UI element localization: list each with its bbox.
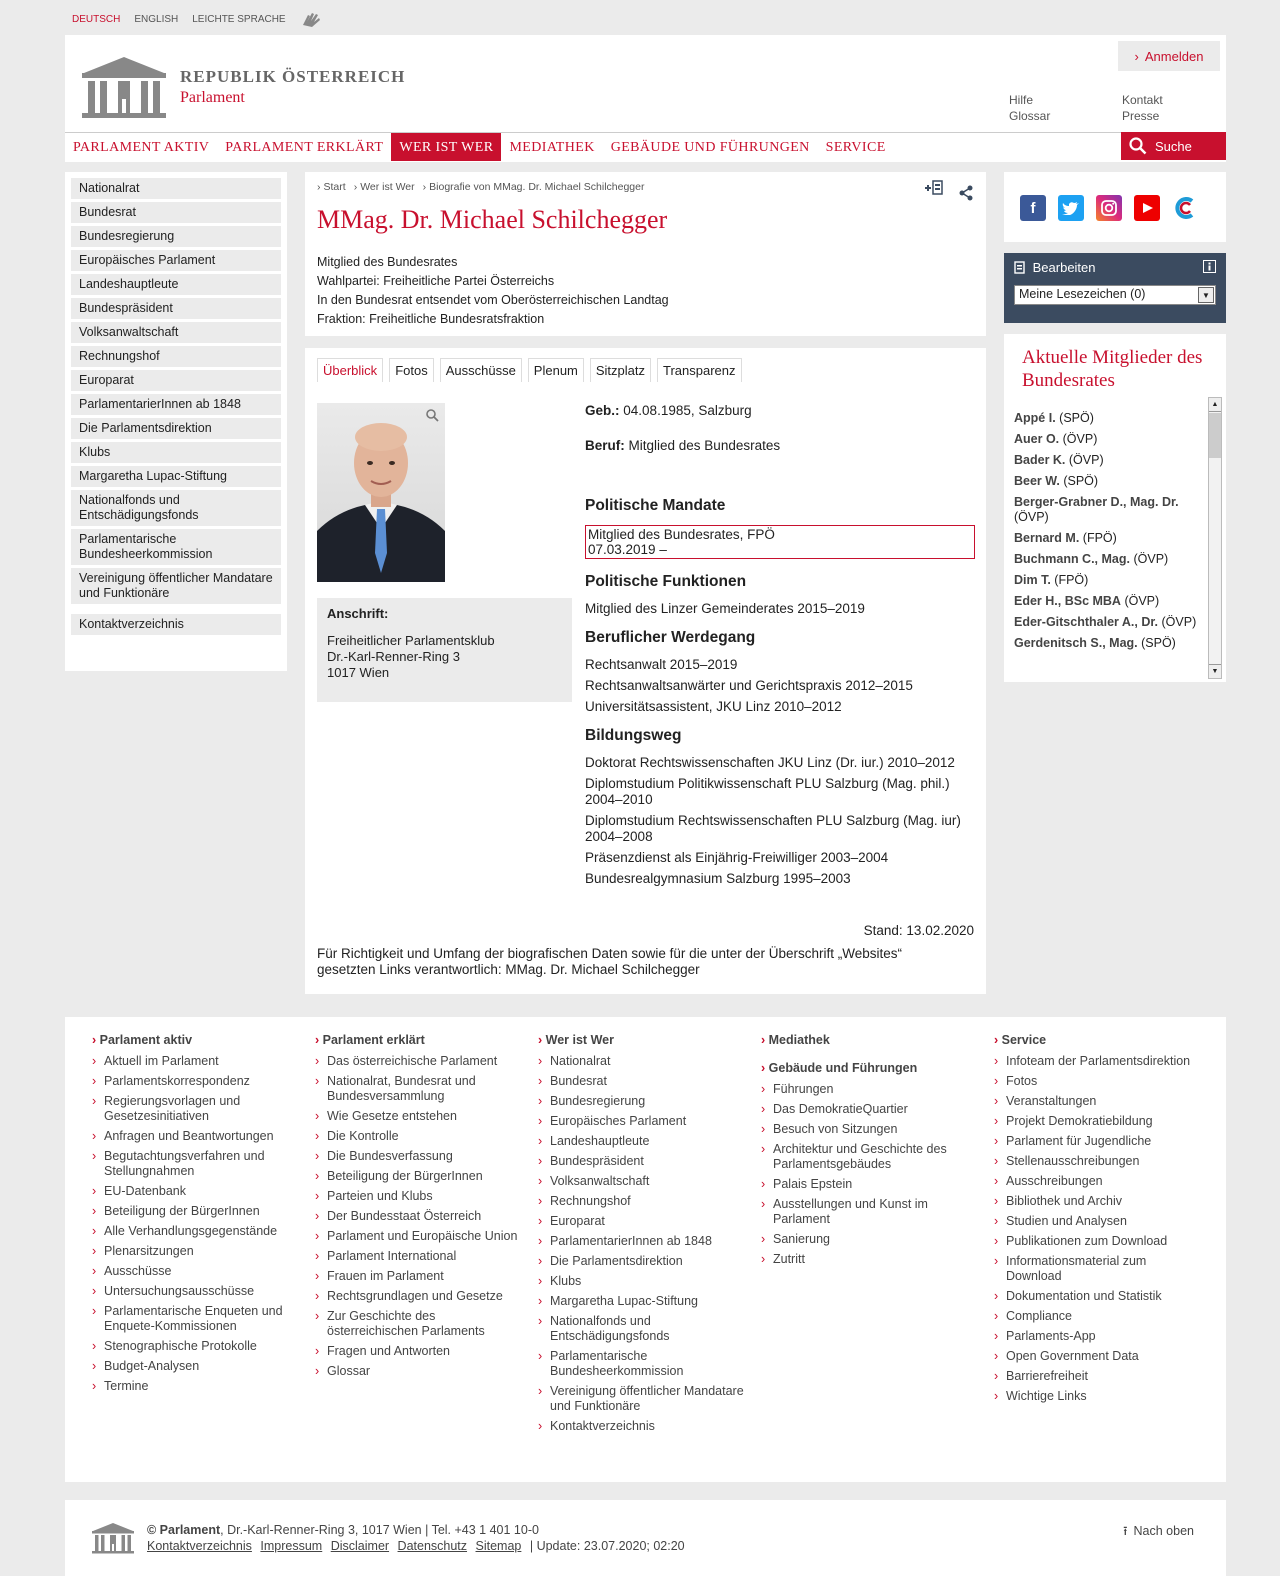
nav-parlament-aktiv[interactable]: PARLAMENT AKTIV — [73, 140, 210, 155]
sitemap-link[interactable]: › Sanierung — [761, 1232, 971, 1247]
sidebar-item-bundespraesident[interactable]: Bundespräsident — [71, 298, 281, 319]
sidebar-item-bundesrat[interactable]: Bundesrat — [71, 202, 281, 223]
footer-link-datenschutz[interactable]: Datenschutz — [397, 1539, 468, 1553]
youtube-icon[interactable] — [1134, 195, 1160, 221]
career-heading: Beruflicher Werdegang — [585, 629, 756, 646]
sitemap-link[interactable]: › Landeshauptleute — [538, 1134, 748, 1149]
breadcrumb — [317, 181, 974, 193]
sidebar-item-bundesheerkommission[interactable]: Parlamentarische Bundesheerkommission — [71, 529, 281, 565]
sitemap-heading[interactable]: › Wer ist Wer — [538, 1033, 748, 1047]
sitemap-heading[interactable]: › Mediathek — [761, 1033, 971, 1047]
address-line: Dr.-Karl-Renner-Ring 3 — [327, 649, 460, 664]
search-icon — [1129, 137, 1147, 155]
sitemap-link[interactable]: › Fotos — [994, 1074, 1204, 1089]
sitemap-link[interactable]: › Glossar — [315, 1364, 525, 1379]
sitemap-link[interactable]: › Publikationen zum Download — [994, 1234, 1204, 1249]
sitemap-link[interactable]: › Nationalrat, Bundesrat und Bundesversammlung — [315, 1074, 525, 1104]
sitemap-heading[interactable]: › Parlament aktiv — [92, 1033, 302, 1047]
sitemap-link[interactable]: › Parlamentarische Enqueten und Enquete-Kommissionen — [92, 1304, 302, 1334]
sitemap-link[interactable]: › Parteien und Klubs — [315, 1189, 525, 1204]
sitemap-link[interactable]: › Termine — [92, 1379, 302, 1394]
sitemap-heading[interactable]: › Service — [994, 1033, 1204, 1047]
sidebar-item-lupac-stiftung[interactable]: Margaretha Lupac-Stiftung — [71, 466, 281, 487]
career-item: Rechtsanwaltsanwärter und Gerichtspraxis 2012–2015 — [585, 678, 913, 693]
sitemap-link[interactable]: › Beteiligung der BürgerInnen — [315, 1169, 525, 1184]
logo-line1: REPUBLIK ÖSTERREICH — [180, 67, 406, 86]
sitemap-link[interactable]: › Das DemokratieQuartier — [761, 1102, 971, 1117]
sitemap-link[interactable]: › Parlament für Jugendliche — [994, 1134, 1204, 1149]
sitemap-link[interactable]: › Frauen im Parlament — [315, 1269, 525, 1284]
chevron-right-icon: › — [1134, 48, 1139, 64]
left-sidebar — [65, 172, 287, 671]
sitemap-link[interactable]: › Volksanwaltschaft — [538, 1174, 748, 1189]
sitemap-heading[interactable]: › Parlament erklärt — [315, 1033, 525, 1047]
sitemap-link[interactable]: › EU-Datenbank — [92, 1184, 302, 1199]
sitemap-link[interactable]: › Kontaktverzeichnis — [538, 1419, 748, 1434]
sitemap-link[interactable]: › ParlamentarierInnen ab 1848 — [538, 1234, 748, 1249]
sitemap-link[interactable]: › Nationalrat — [538, 1054, 748, 1069]
main-nav — [65, 132, 1226, 160]
member-item[interactable]: Bader K. (ÖVP) — [1014, 453, 1104, 467]
footer-link-disclaimer[interactable]: Disclaimer — [330, 1539, 390, 1553]
sitemap-link[interactable]: › Europäisches Parlament — [538, 1114, 748, 1129]
sidebar-item-landeshauptleute[interactable]: Landeshauptleute — [71, 274, 281, 295]
help-link[interactable]: Hilfe — [1009, 93, 1034, 107]
summary-line: Fraktion: Freiheitliche Bundesratsfraktion — [317, 312, 545, 326]
summary-line: Wahlpartei: Freiheitliche Partei Österreichs — [317, 274, 555, 288]
members-title: Aktuelle Mitglieder des Bundesrates — [1022, 347, 1203, 391]
lang-english[interactable]: ENGLISH — [134, 14, 179, 25]
press-link[interactable]: Presse — [1122, 109, 1160, 123]
nav-parlament-erklaert[interactable]: PARLAMENT ERKLÄRT — [225, 140, 384, 155]
disclaimer-text: Für Richtigkeit und Umfang der biografischen Daten sowie für die unter der Überschrift „Websites“ gesetzten Links verantwortlich: MMag. Dr. Michael Schilchegger — [317, 946, 903, 977]
sitemap-link[interactable]: › Wichtige Links — [994, 1389, 1204, 1404]
nav-gebaeude[interactable]: GEBÄUDE UND FÜHRUNGEN — [610, 140, 810, 155]
mandates-heading: Politische Mandate — [585, 497, 726, 514]
sitemap-link[interactable]: › Aktuell im Parlament — [92, 1054, 302, 1069]
footer-address: , Dr.-Karl-Renner-Ring 3, 1017 Wien | Tel. +43 1 401 10-0 — [220, 1523, 539, 1537]
members-list — [1014, 411, 1209, 657]
birth-row: Geb.: 04.08.1985, Salzburg — [585, 403, 752, 418]
profile-header — [305, 172, 986, 336]
footer-text — [147, 1522, 685, 1554]
breadcrumb-current: › Biografie von MMag. Dr. Michael Schilchegger — [423, 181, 645, 193]
sitemap-link[interactable]: › Projekt Demokratiebildung — [994, 1114, 1204, 1129]
education-item: Diplomstudium Politikwissenschaft PLU Salzburg (Mag. phil.) 2004–2010 — [585, 776, 950, 807]
lang-leichte-sprache[interactable]: LEICHTE SPRACHE — [192, 14, 286, 25]
sitemap-column — [92, 1033, 302, 1399]
member-item[interactable]: Berger-Grabner D., Mag. Dr. (ÖVP) — [1014, 495, 1179, 524]
sitemap-link[interactable]: › Bundesrat — [538, 1074, 748, 1089]
education-item: Bundesrealgymnasium Salzburg 1995–2003 — [585, 871, 851, 886]
education-item: Präsenzdienst als Einjährig-Freiwilliger 2003–2004 — [585, 850, 889, 865]
birth-value: 04.08.1985, Salzburg — [623, 403, 752, 418]
footer-bar — [65, 1500, 1226, 1576]
sitemap-link[interactable]: › Das österreichische Parlament — [315, 1054, 525, 1069]
career-item: Universitätsassistent, JKU Linz 2010–2012 — [585, 699, 842, 714]
edit-panel-title: Bearbeiten — [1032, 260, 1096, 275]
sidebar-item-klubs[interactable]: Klubs — [71, 442, 281, 463]
sitemap-link[interactable]: › Begutachtungsverfahren und Stellungnahmen — [92, 1149, 302, 1179]
biography-details — [585, 403, 975, 892]
bookmark-icon — [1014, 261, 1025, 274]
summary-line: In den Bundesrat entsendet vom Oberösterreichischen Landtag — [317, 293, 669, 307]
sitemap-link[interactable]: › Bundesregierung — [538, 1094, 748, 1109]
member-item[interactable]: Appé I. (SPÖ) — [1014, 411, 1094, 425]
function-item: Mitglied des Linzer Gemeinderates 2015–2019 — [585, 601, 865, 616]
address-line: Freiheitlicher Parlamentsklub — [327, 633, 495, 648]
sitemap-link[interactable]: › Regierungsvorlagen und Gesetzesinitiativen — [92, 1094, 302, 1124]
sitemap-link[interactable]: › Besuch von Sitzungen — [761, 1122, 971, 1137]
sitemap-link[interactable]: › Führungen — [761, 1082, 971, 1097]
edit-panel — [1004, 253, 1226, 323]
sidebar-item-kontaktverzeichnis[interactable]: Kontaktverzeichnis — [71, 614, 281, 635]
scroll-up-icon[interactable]: ▲ — [1209, 398, 1221, 412]
sitemap-link[interactable]: › Bundespräsident — [538, 1154, 748, 1169]
sitemap-link[interactable]: › Parlament International — [315, 1249, 525, 1264]
summary-line: Mitglied des Bundesrates — [317, 255, 458, 269]
tab-ueberblick[interactable]: Überblick — [317, 358, 383, 382]
member-item[interactable]: Bernard M. (FPÖ) — [1014, 531, 1117, 545]
education-item: Diplomstudium Rechtswissenschaften PLU Salzburg (Mag. iur) 2004–2008 — [585, 813, 961, 844]
sidebar-item-europarat[interactable]: Europarat — [71, 370, 281, 391]
footer-link-impressum[interactable]: Impressum — [260, 1539, 323, 1553]
education-heading: Bildungsweg — [585, 727, 682, 744]
sitemap-link[interactable]: › Ausschüsse — [92, 1264, 302, 1279]
sitemap-link[interactable]: › Dokumentation und Statistik — [994, 1289, 1204, 1304]
nav-service[interactable]: SERVICE — [825, 140, 886, 155]
tab-fotos[interactable]: Fotos — [389, 358, 434, 382]
footer-sitemap — [65, 1017, 1226, 1482]
facebook-icon[interactable]: f — [1020, 195, 1046, 221]
sitemap-link[interactable]: › Die Bundesverfassung — [315, 1149, 525, 1164]
member-item[interactable]: Dim T. (FPÖ) — [1014, 573, 1089, 587]
sitemap-link[interactable]: › Compliance — [994, 1309, 1204, 1324]
sitemap-link[interactable]: › Anfragen und Beantwortungen — [92, 1129, 302, 1144]
members-panel — [1004, 334, 1226, 682]
mandate-entry[interactable]: Mitglied des Bundesrates, FPÖ 07.03.2019 – — [585, 525, 975, 559]
sitemap-link[interactable]: › Infoteam der Parlamentsdirektion — [994, 1054, 1204, 1069]
career-item: Rechtsanwalt 2015–2019 — [585, 657, 738, 672]
member-item[interactable]: Beer W. (SPÖ) — [1014, 474, 1099, 488]
sitemap-link[interactable]: › Klubs — [538, 1274, 748, 1289]
sitemap-link[interactable]: › Parlamentskorrespondenz — [92, 1074, 302, 1089]
sitemap-link[interactable]: › Der Bundesstaat Österreich — [315, 1209, 525, 1224]
sitemap-link[interactable]: › Ausstellungen und Kunst im Parlament — [761, 1197, 971, 1227]
scroll-down-icon[interactable]: ▼ — [1209, 664, 1221, 678]
sitemap-link[interactable]: › Plenarsitzungen — [92, 1244, 302, 1259]
sitemap-heading[interactable]: › Gebäude und Führungen — [761, 1061, 971, 1075]
back-to-top-link[interactable]: ⭱ Nach oben — [1123, 1524, 1194, 1538]
sitemap-link[interactable]: › Zutritt — [761, 1252, 971, 1267]
site-header — [65, 35, 1226, 162]
language-bar — [72, 14, 322, 30]
address-label: Anschrift: — [327, 606, 389, 621]
breadcrumb-start[interactable]: › Start — [317, 181, 346, 193]
instagram-icon[interactable] — [1096, 195, 1122, 221]
sitemap-link[interactable]: › Palais Epstein — [761, 1177, 971, 1192]
sitemap-link[interactable]: › Zur Geschichte des österreichischen Parlaments — [315, 1309, 525, 1339]
sitemap-link[interactable]: › Open Government Data — [994, 1349, 1204, 1364]
chevron-down-icon: ▼ — [1198, 287, 1214, 303]
sitemap-link[interactable]: › Budget-Analysen — [92, 1359, 302, 1374]
site-logo[interactable] — [80, 55, 405, 119]
sitemap-link[interactable]: › Parlaments-App — [994, 1329, 1204, 1344]
nav-wer-ist-wer[interactable]: WER IST WER — [391, 133, 501, 161]
sitemap-link[interactable]: › Architektur und Geschichte des Parlamentsgebäudes — [761, 1142, 971, 1172]
profile-body — [305, 348, 986, 994]
contact-link[interactable]: Kontakt — [1122, 93, 1163, 107]
utility-links — [1009, 93, 1232, 123]
sitemap-column — [315, 1033, 525, 1384]
footer-link-sitemap[interactable]: Sitemap — [475, 1539, 522, 1553]
sitemap-link[interactable]: › Wie Gesetze entstehen — [315, 1109, 525, 1124]
sitemap-link[interactable]: › Nationalfonds und Entschädigungsfonds — [538, 1314, 748, 1344]
arrow-up-icon: ⭱ — [1123, 1524, 1128, 1538]
sitemap-link[interactable]: › Vereinigung öffentlicher Mandatare und Funktionäre — [538, 1384, 748, 1414]
footer-link-kontakt[interactable]: Kontaktverzeichnis — [147, 1539, 252, 1553]
nav-mediathek[interactable]: MEDIATHEK — [509, 140, 595, 155]
sitemap-link[interactable]: › Parlamentarische Bundesheerkommission — [538, 1349, 748, 1379]
login-button[interactable]: › Anmelden — [1118, 41, 1220, 71]
job-row: Beruf: Mitglied des Bundesrates — [585, 438, 781, 453]
sitemap-link[interactable]: › Parlament und Europäische Union — [315, 1229, 525, 1244]
sitemap-link[interactable]: › Veranstaltungen — [994, 1094, 1204, 1109]
bookmarks-select[interactable]: Meine Lesezeichen (0) ▼ — [1014, 285, 1216, 305]
members-scrollbar[interactable] — [1208, 397, 1222, 679]
sidebar-item-vereinigung[interactable]: Vereinigung öffentlicher Mandatare und Funktionäre — [71, 568, 281, 604]
tab-transparenz[interactable]: Transparenz — [657, 358, 742, 382]
social-links — [1004, 172, 1226, 242]
sitemap-link[interactable]: › Die Parlamentsdirektion — [538, 1254, 748, 1269]
sitemap-link[interactable]: › Stenographische Protokolle — [92, 1339, 302, 1354]
last-updated: Stand: 13.02.2020 — [863, 923, 974, 938]
parliament-logo-icon — [80, 55, 168, 119]
tab-ausschuesse[interactable]: Ausschüsse — [440, 358, 522, 382]
job-value: Mitglied des Bundesrates — [628, 438, 781, 453]
address-box — [317, 598, 572, 702]
zoom-icon[interactable] — [425, 408, 439, 422]
sitemap-link[interactable]: › Informationsmaterial zum Download — [994, 1254, 1204, 1284]
sidebar-item-bundesregierung[interactable]: Bundesregierung — [71, 226, 281, 247]
sitemap-column — [538, 1033, 748, 1439]
portrait-photo[interactable] — [317, 403, 445, 582]
member-item[interactable]: Eder H., BSc MBA (ÖVP) — [1014, 594, 1160, 608]
sitemap-link[interactable]: › Ausschreibungen — [994, 1174, 1204, 1189]
parliament-logo-icon[interactable] — [91, 1522, 135, 1554]
tab-plenum[interactable]: Plenum — [528, 358, 584, 382]
profile-summary — [317, 253, 974, 329]
sitemap-link[interactable]: › Stellenausschreibungen — [994, 1154, 1204, 1169]
sitemap-link[interactable]: › Bibliothek und Archiv — [994, 1194, 1204, 1209]
sitemap-link[interactable]: › Beteiligung der BürgerInnen — [92, 1204, 302, 1219]
sitemap-link[interactable]: › Barrierefreiheit — [994, 1369, 1204, 1384]
member-item[interactable]: Auer O. (ÖVP) — [1014, 432, 1098, 446]
profile-tabs — [317, 358, 742, 382]
search-button[interactable]: Suche — [1121, 132, 1226, 160]
footer-update: | Update: 23.07.2020; 02:20 — [529, 1539, 685, 1553]
logo-line2: Parlament — [180, 89, 245, 106]
sitemap-column — [761, 1033, 971, 1272]
demokratiewebstatt-icon[interactable] — [1172, 195, 1198, 221]
sidebar-item-eu-parlament[interactable]: Europäisches Parlament — [71, 250, 281, 271]
sitemap-link[interactable]: › Rechnungshof — [538, 1194, 748, 1209]
page-title: MMag. Dr. Michael Schilchegger — [317, 205, 668, 234]
education-item: Doktorat Rechtswissenschaften JKU Linz (Dr. iur.) 2010–2012 — [585, 755, 955, 770]
sitemap-link[interactable]: › Studien und Analysen — [994, 1214, 1204, 1229]
sidebar-item-rechnungshof[interactable]: Rechnungshof — [71, 346, 281, 367]
scroll-thumb[interactable] — [1209, 413, 1221, 458]
sitemap-link[interactable]: › Margaretha Lupac-Stiftung — [538, 1294, 748, 1309]
footer-org: © Parlament — [147, 1523, 221, 1537]
sidebar-item-nationalrat[interactable]: Nationalrat — [71, 178, 281, 199]
sitemap-column — [994, 1033, 1204, 1409]
sidebar-item-parlamentarierinnen[interactable]: ParlamentarierInnen ab 1848 — [71, 394, 281, 415]
sitemap-link[interactable]: › Alle Verhandlungsgegenstände — [92, 1224, 302, 1239]
info-icon[interactable] — [1203, 260, 1216, 273]
sign-language-icon[interactable] — [300, 10, 322, 26]
sitemap-link[interactable]: › Rechtsgrundlagen und Gesetze — [315, 1289, 525, 1304]
sitemap-link[interactable]: › Untersuchungsausschüsse — [92, 1284, 302, 1299]
member-item[interactable]: Buchmann C., Mag. (ÖVP) — [1014, 552, 1169, 566]
sidebar-item-parlamentsdirektion[interactable]: Die Parlamentsdirektion — [71, 418, 281, 439]
functions-heading: Politische Funktionen — [585, 573, 747, 590]
sidebar-item-nationalfonds[interactable]: Nationalfonds und Entschädigungsfonds — [71, 490, 281, 526]
share-icon[interactable] — [958, 185, 974, 201]
twitter-icon[interactable] — [1058, 195, 1084, 221]
sidebar-item-volksanwaltschaft[interactable]: Volksanwaltschaft — [71, 322, 281, 343]
lang-deutsch[interactable]: DEUTSCH — [72, 14, 121, 25]
member-item[interactable]: Eder-Gitschthaler A., Dr. (ÖVP) — [1014, 615, 1197, 629]
member-item[interactable]: Gerdenitsch S., Mag. (SPÖ) — [1014, 636, 1176, 650]
tab-sitzplatz[interactable]: Sitzplatz — [590, 358, 651, 382]
sitemap-link[interactable]: › Fragen und Antworten — [315, 1344, 525, 1359]
sitemap-link[interactable]: › Die Kontrolle — [315, 1129, 525, 1144]
bookmark-add-icon[interactable] — [924, 180, 944, 196]
sitemap-link[interactable]: › Europarat — [538, 1214, 748, 1229]
glossary-link[interactable]: Glossar — [1009, 109, 1051, 123]
portrait-image — [317, 403, 445, 582]
breadcrumb-wer-ist-wer[interactable]: › Wer ist Wer — [354, 181, 415, 193]
address-line: 1017 Wien — [327, 665, 390, 680]
